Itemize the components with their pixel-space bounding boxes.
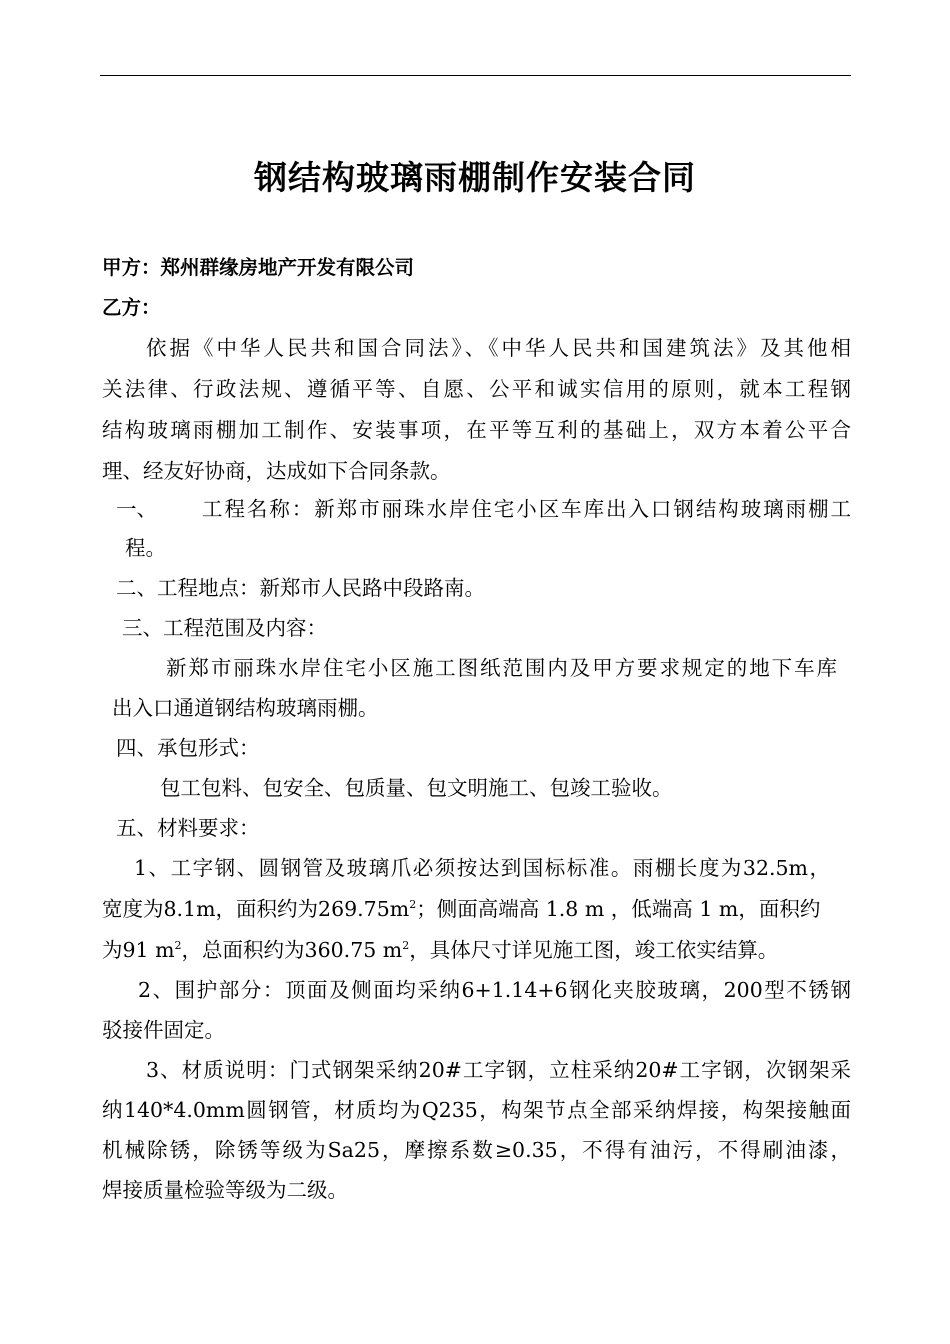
item3-body-line-1: 新郑市丽珠水岸住宅小区施工图纸范围内及甲方要求规定的地下车库 [166, 656, 837, 680]
header-rule [100, 75, 851, 76]
material3-line-3: 机械除锈，除锈等级为Sa25，摩擦系数≥0.35，不得有油污，不得刷油漆， [102, 1138, 851, 1162]
material1-line-3: 为91 $m^2$，总面积约为360.75 $m^2$，具体尺寸详见施工图，竣工依实结算。 [102, 938, 779, 962]
material1-line-1: 1、工字钢、圆钢管及玻璃爪必须按达到国标标准。雨棚长度为32.5m， [134, 856, 830, 880]
material3-line-1: 3、材质说明：门式钢架采纳20#工字钢，立柱采纳20#工字钢，次钢架采 [146, 1058, 851, 1082]
party-a: 甲方：郑州群缘房地产开发有限公司 [102, 256, 415, 279]
item3-heading: 三、工程范围及内容： [122, 616, 327, 640]
material1-line-2: 宽度为8.1m，面积约为$269.75m^2$；侧面高端高 1.8 m ，低端高 1 m，面积约 [102, 897, 821, 921]
intro-line-2: 关法律、行政法规、遵循平等、自愿、公平和诚实信用的原则，就本工程钢 [102, 377, 851, 401]
material2-line-2: 驳接件固定。 [102, 1018, 225, 1042]
intro-line-3: 结构玻璃雨棚加工制作、安装事项，在平等互利的基础上，双方本着公平合 [102, 418, 851, 442]
item4-heading: 四、承包形式： [116, 736, 260, 760]
item1-text: 工程名称：新郑市丽珠水岸住宅小区车库出入口钢结构玻璃雨棚工 [202, 497, 851, 521]
material3-line-2: 纳140*4.0mm圆钢管，材质均为Q235，构架节点全部采纳焊接，构架接触面 [102, 1098, 851, 1122]
party-b: 乙方： [102, 296, 161, 319]
item2: 二、工程地点：新郑市人民路中段路南。 [116, 576, 485, 600]
intro-line-4: 理、经友好协商，达成如下合同条款。 [102, 459, 451, 483]
material2-line-1: 2、围护部分：顶面及侧面均采纳6+1.14+6钢化夹胶玻璃，200型不锈钢 [138, 978, 851, 1002]
document-title: 钢结构玻璃雨棚制作安装合同 [254, 158, 696, 197]
material3-line-4: 焊接质量检验等级为二级。 [102, 1178, 348, 1202]
item1-number: 一、 [116, 497, 157, 521]
item3-body-line-2: 出入口通道钢结构玻璃雨棚。 [112, 696, 379, 720]
item1-continuation: 程。 [125, 536, 166, 560]
item5-heading: 五、材料要求： [116, 816, 260, 840]
intro-line-1: 依据《中华人民共和国合同法》、《中华人民共和国建筑法》及其他相 [146, 336, 851, 360]
item4-body: 包工包料、包安全、包质量、包文明施工、包竣工验收。 [160, 776, 673, 800]
